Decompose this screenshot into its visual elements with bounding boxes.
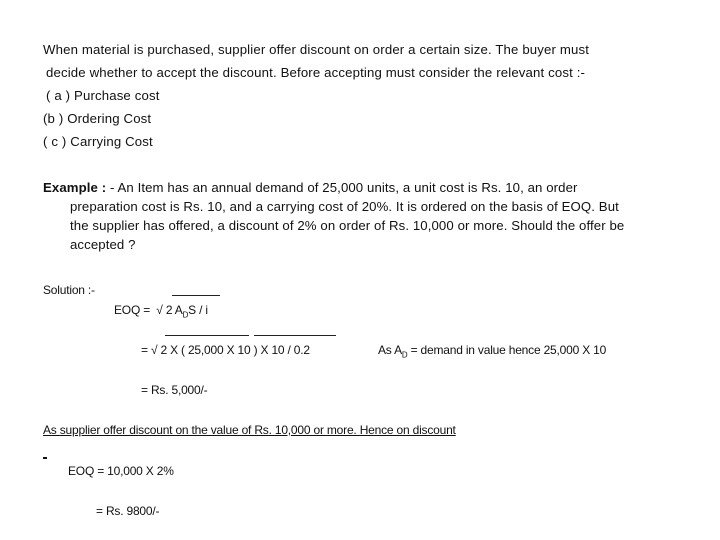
eoq-lhs: EOQ = bbox=[114, 303, 151, 317]
example-text-1: - An Item has an annual demand of 25,000 units, a unit cost is Rs. 10, an order bbox=[106, 180, 578, 195]
formula-2a: 2 A bbox=[165, 303, 183, 317]
eoq-discount: EOQ = 10,000 X 2% bbox=[68, 464, 174, 478]
sqrt-icon: √ bbox=[156, 303, 163, 317]
sqrt-vinculum-2a bbox=[165, 335, 249, 336]
example-line-4: accepted ? bbox=[70, 237, 136, 252]
example-line-1 bbox=[43, 180, 578, 195]
cost-item-c: ( c ) Carrying Cost bbox=[43, 134, 153, 149]
eoq-discount-result: = Rs. 9800/- bbox=[96, 504, 160, 518]
sqrt-vinculum-2b bbox=[254, 335, 336, 336]
eoq-result: = Rs. 5,000/- bbox=[141, 383, 208, 397]
eoq-formula bbox=[114, 303, 208, 319]
solution-label: Solution :- bbox=[43, 283, 95, 297]
example-label: Example : bbox=[43, 180, 107, 195]
cost-item-a: ( a ) Purchase cost bbox=[46, 88, 160, 103]
cost-item-b: (b ) Ordering Cost bbox=[43, 111, 152, 126]
intro-line-2: decide whether to accept the discount. Before accepting must consider the relevant cost :- bbox=[46, 65, 586, 80]
conclusion-line: As supplier offer discount on the value of Rs. 10,000 or more. Hence on discount bbox=[43, 423, 456, 437]
note-as-a: As A bbox=[378, 343, 402, 357]
sqrt-vinculum bbox=[172, 295, 220, 296]
formula-s-over-i: S / i bbox=[188, 303, 208, 317]
eoq-substitution: = √ 2 X ( 25,000 X 10 ) X 10 / 0.2 bbox=[141, 343, 310, 357]
intro-line-1: When material is purchased, supplier offer discount on order a certain size. The buyer must bbox=[43, 42, 590, 57]
note-subscript: D bbox=[401, 350, 408, 360]
note-text: = demand in value hence 25,000 X 10 bbox=[407, 343, 607, 357]
example-line-2: preparation cost is Rs. 10, and a carrying cost of 20%. It is ordered on the basis of EOQ. But bbox=[70, 199, 619, 214]
formula-subscript: D bbox=[182, 310, 189, 320]
example-line-3: the supplier has offered, a discount of 2% on order of Rs. 10,000 or more. Should the offer be bbox=[70, 218, 625, 233]
demand-note bbox=[378, 343, 606, 359]
dash-mark bbox=[43, 457, 47, 459]
